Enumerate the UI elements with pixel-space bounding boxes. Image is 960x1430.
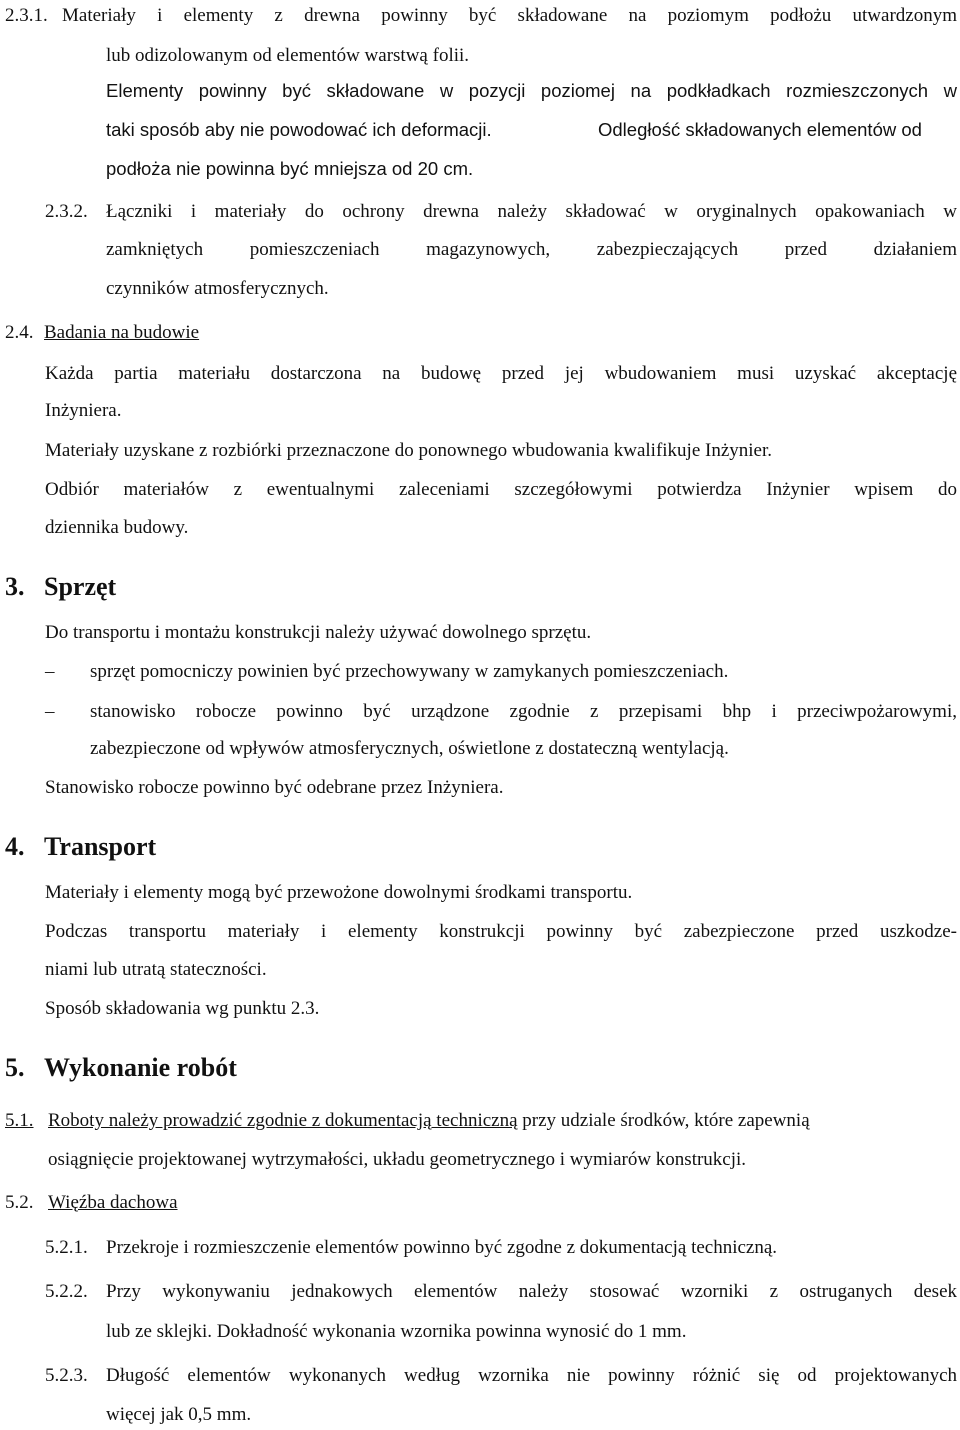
paragraph-line: Do transportu i montażu konstrukcji należy używać dowolnego sprzętu. xyxy=(45,622,592,643)
paragraph-line: czynników atmosferycznych. xyxy=(106,278,329,299)
paragraph-line: Materiały i elementy mogą być przewożone dowolnymi środkami transportu. xyxy=(45,882,633,903)
paragraph-line: Przekroje i rozmieszczenie elementów powinno być zgodne z dokumentacją techniczną. xyxy=(106,1237,778,1258)
paragraph-line: zamkniętych pomieszczeniach magazynowych, zabezpieczających przed działaniem xyxy=(106,239,957,260)
paragraph-line: Materiały i elementy z drewna powinny być składowane na poziomym podłożu utwardzonym xyxy=(62,5,957,26)
paragraph-line: Długość elementów wykonanych według wzornika nie powinny różnić się od projektowanych xyxy=(106,1365,957,1386)
list-bullet: – xyxy=(45,701,55,722)
section-title: Więźba dachowa xyxy=(48,1192,178,1213)
section-title: Badania na budowie xyxy=(44,322,200,343)
paragraph-line: Sposób składowania wg punktu 2.3. xyxy=(45,998,320,1019)
list-item: sprzęt pomocniczy powinien być przechowywany w zamykanych pomieszczeniach. xyxy=(90,661,729,682)
section-number: 2.3.2. xyxy=(45,201,88,222)
section-heading: Wykonanie robót xyxy=(44,1053,237,1082)
paragraph-line xyxy=(48,1109,810,1133)
section-number: 5.2. xyxy=(5,1192,34,1213)
paragraph-line: Stanowisko robocze powinno być odebrane przez Inżyniera. xyxy=(45,777,504,798)
paragraph-line: dziennika budowy. xyxy=(45,517,189,538)
paragraph-line: Materiały uzyskane z rozbiórki przeznaczone do ponownego wbudowania kwalifikuje Inżynier. xyxy=(45,440,773,461)
heading-number: 4. xyxy=(5,832,25,861)
paragraph-line: Inżyniera. xyxy=(45,400,122,421)
paragraph-line: Każda partia materiału dostarczona na budowę przed jej wbudowaniem musi uzyskać akceptację xyxy=(45,363,957,384)
paragraph-line: Elementy powinny być składowane w pozycji poziomej na podkładkach rozmieszczonych w xyxy=(106,80,957,101)
paragraph-line: Odbiór materiałów z ewentualnymi zaleceniami szczegółowymi potwierdza Inżynier wpisem do xyxy=(45,479,957,500)
underlined-text: Roboty należy prowadzić zgodnie z dokumentacją techniczną xyxy=(48,1110,518,1131)
list-item: stanowisko robocze powinno być urządzone zgodnie z przepisami bhp i przeciwpożarowymi, xyxy=(90,701,957,722)
section-number: 2.3.1. xyxy=(5,5,48,26)
section-number: 5.2.1. xyxy=(45,1237,88,1258)
paragraph-line: niami lub utratą stateczności. xyxy=(45,959,267,980)
paragraph-line: osiągnięcie projektowanej wytrzymałości, układu geometrycznego i wymiarów konstrukcji. xyxy=(48,1149,747,1170)
heading-number: 3. xyxy=(5,572,25,601)
paragraph-text: przy udziale środków, które zapewnią xyxy=(522,1110,810,1131)
paragraph-line: Łączniki i materiały do ochrony drewna należy składować w oryginalnych opakowaniach w xyxy=(106,201,957,222)
section-number: 5.1. xyxy=(5,1110,34,1131)
paragraph-line: podłoża nie powinna być mniejsza od 20 cm. xyxy=(106,158,474,179)
list-item: zabezpieczone od wpływów atmosferycznych, oświetlone z dostateczną wentylacją. xyxy=(90,738,729,759)
paragraph-line: Odległość składowanych elementów od xyxy=(598,119,922,140)
section-number: 2.4. xyxy=(5,322,34,343)
section-heading: Transport xyxy=(44,832,157,861)
paragraph-line: Podczas transportu materiały i elementy konstrukcji powinny być zabezpieczone przed uszkodze- xyxy=(45,921,957,942)
paragraph-line: taki sposób aby nie powodować ich deformacji. xyxy=(106,119,492,140)
paragraph-line: lub odizolowanym od elementów warstwą folii. xyxy=(106,45,470,66)
paragraph-line: Przy wykonywaniu jednakowych elementów należy stosować wzorniki z ostruganych desek xyxy=(106,1281,957,1302)
section-number: 5.2.2. xyxy=(45,1281,88,1302)
list-bullet: – xyxy=(45,661,55,682)
section-heading: Sprzęt xyxy=(44,572,117,601)
heading-number: 5. xyxy=(5,1053,25,1082)
paragraph-line: lub ze sklejki. Dokładność wykonania wzornika powinna wynosić do 1 mm. xyxy=(106,1321,687,1342)
section-number: 5.2.3. xyxy=(45,1365,88,1386)
paragraph-line: więcej jak 0,5 mm. xyxy=(106,1404,252,1425)
